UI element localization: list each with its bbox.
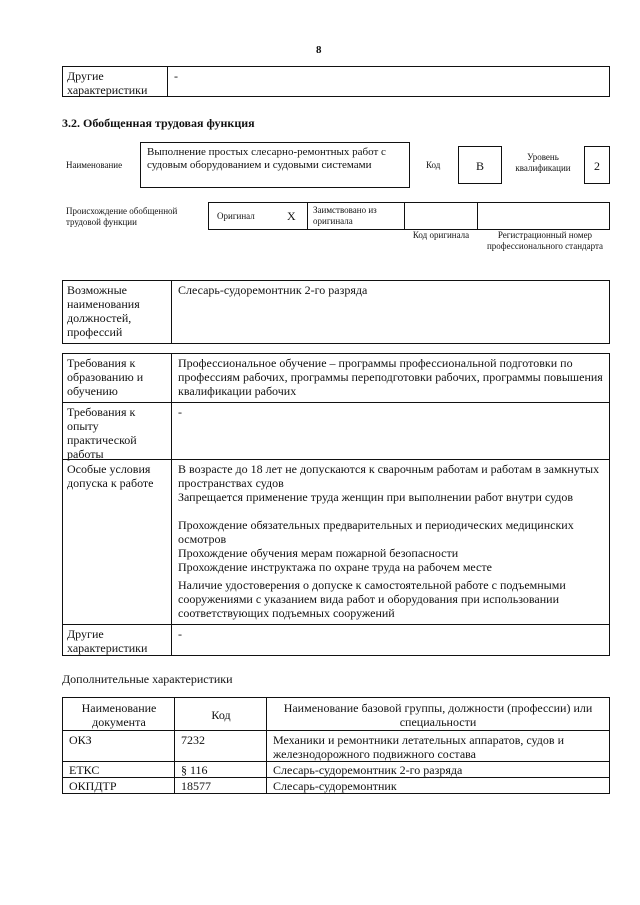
origin-original-box <box>208 202 308 230</box>
origin-code-caption: Код оригинала <box>412 230 470 240</box>
row-name: Слесарь-судоремонтник 2-го разряда <box>273 763 463 777</box>
origin-borrowed-box <box>307 202 405 230</box>
experience-value-cell <box>171 402 610 460</box>
education-label-cell <box>62 353 172 403</box>
function-name-value: Выполнение простых слесарно-ремонтных работ с судовым оборудованием и судовыми системами <box>147 146 386 171</box>
table-row <box>266 761 610 778</box>
origin-reg-caption: Регистрационный номер профессионального стандарта <box>486 230 604 251</box>
experience-label-cell <box>62 402 172 460</box>
req-other-label-cell <box>62 624 172 656</box>
table-row <box>174 777 267 794</box>
origin-code-box <box>404 202 478 230</box>
origin-borrowed-label: Заимствовано из оригинала <box>313 205 377 226</box>
additional-header-code <box>174 697 267 731</box>
function-level-label: Уровень квалификации <box>515 152 571 173</box>
experience-label: Требования к опыту практической работы <box>67 405 137 461</box>
table-row <box>174 730 267 762</box>
special-label: Особые условия допуска к работе <box>67 462 154 490</box>
table-row <box>62 761 175 778</box>
req-other-label: Другие характеристики <box>67 627 148 655</box>
origin-original-label: Оригинал <box>217 211 255 221</box>
additional-header-doc <box>62 697 175 731</box>
positions-label: Возможные наименования должностей, профессий <box>67 283 140 339</box>
function-code-box <box>458 146 502 184</box>
additional-header-name-text: Наименование базовой группы, должности (профессии) или специальности <box>283 701 593 729</box>
function-code-value: B <box>475 159 484 173</box>
special-item: Запрещается применение труда женщин при выполнении работ внутри судов <box>178 490 574 504</box>
row-name: Слесарь-судоремонтник <box>273 779 397 793</box>
special-item: Наличие удостоверения о допуске к самостоятельной работе с подъемными сооружениями с указанием вида работ и оборудования при использовании соответствующих подъемных сооружений <box>178 578 566 620</box>
page-number: 8 <box>316 44 322 56</box>
function-level-value: 2 <box>594 159 600 173</box>
special-label-cell <box>62 459 172 625</box>
positions-value-cell <box>171 280 610 344</box>
row-doc: ЕТКС <box>69 763 100 777</box>
top-other-value-cell <box>167 66 610 97</box>
table-row <box>62 777 175 794</box>
special-item: В возрасте до 18 лет не допускаются к сварочным работам и работам в замкнутых пространствах судов <box>178 462 600 490</box>
section-title: 3.2. Обобщенная трудовая функция <box>62 116 255 130</box>
function-name-box <box>140 142 410 188</box>
top-other-label-cell <box>62 66 168 97</box>
positions-value: Слесарь-судоремонтник 2-го разряда <box>178 283 368 297</box>
table-row <box>62 730 175 762</box>
experience-value: - <box>178 405 182 419</box>
req-other-value: - <box>178 627 182 641</box>
special-item: Прохождение инструктажа по охране труда на рабочем месте <box>178 560 492 574</box>
special-item: Прохождение обучения мерам пожарной безопасности <box>178 546 459 560</box>
origin-reg-box <box>477 202 610 230</box>
row-code: 18577 <box>181 779 211 793</box>
function-level-box <box>584 146 610 184</box>
origin-original-mark: X <box>287 209 296 223</box>
table-row <box>266 730 610 762</box>
row-doc: ОКПДТР <box>69 779 117 793</box>
function-code-label: Код <box>426 160 441 170</box>
special-item: Прохождение обязательных предварительных и периодических медицинских осмотров <box>178 518 574 546</box>
additional-header-name <box>266 697 610 731</box>
row-doc: ОКЗ <box>69 733 92 747</box>
table-row <box>174 761 267 778</box>
top-other-value: - <box>174 69 178 83</box>
function-name-label: Наименование <box>66 160 123 170</box>
row-code: § 116 <box>181 763 208 777</box>
positions-label-cell <box>62 280 172 344</box>
additional-header-code-text: Код <box>211 708 231 722</box>
top-other-label: Другие характеристики <box>67 69 148 97</box>
row-code: 7232 <box>181 733 205 747</box>
additional-header-doc-text: Наименование документа <box>81 701 157 729</box>
education-value-cell <box>171 353 610 403</box>
education-value: Профессиональное обучение – программы профессиональной подготовки по профессиям рабочих, программы переподготовки рабочих, программы повышения квалификации рабочих <box>178 356 603 398</box>
row-name: Механики и ремонтники летательных аппаратов, судов и железнодорожного подвижного состава <box>273 733 564 761</box>
education-label: Требования к образованию и обучению <box>67 356 144 398</box>
additional-title: Дополнительные характеристики <box>62 672 233 686</box>
req-other-value-cell <box>171 624 610 656</box>
special-value-cell <box>171 459 610 625</box>
origin-label: Происхождение обобщенной трудовой функции <box>66 206 178 227</box>
table-row <box>266 777 610 794</box>
